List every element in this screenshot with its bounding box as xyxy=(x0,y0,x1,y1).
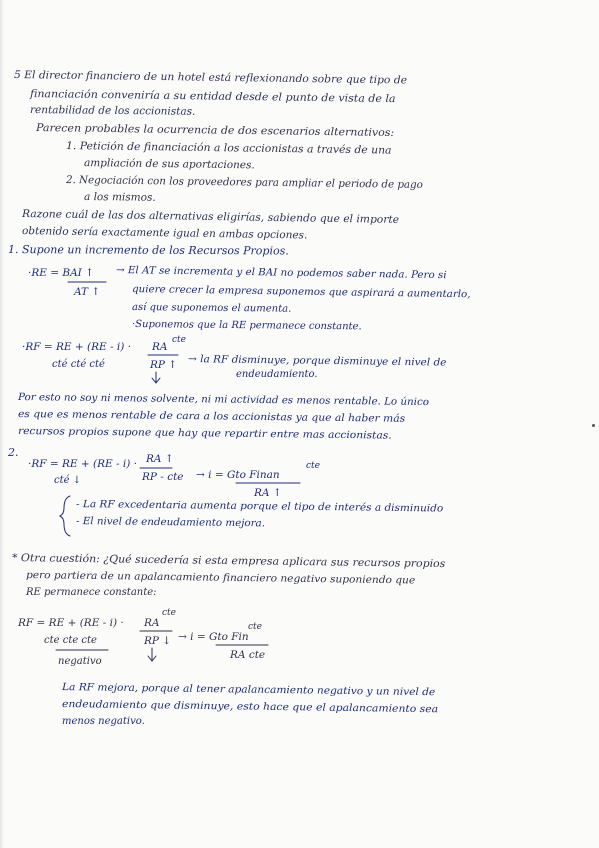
problem-statement-line-3: rentabilidad de los accionistas. xyxy=(29,104,196,118)
answer-1-paragraph-line-1: Por esto no soy ni menos solvente, ni mi actividad es menos rentable. Lo único xyxy=(17,392,430,409)
answer-2-brace xyxy=(60,496,70,536)
problem-question-line-1: Razone cuál de las dos alternativas eligirías, sabiendo que el importe xyxy=(21,208,400,226)
other-answer-line-1: La RF mejora, porque al tener apalancamiento negativo y un nivel de xyxy=(61,682,436,699)
problem-statement-line-2: financiación conveniría a su entidad desde el punto de vista de la xyxy=(29,88,396,106)
interest-formula-2-cte: cte xyxy=(306,461,320,471)
margin-dot xyxy=(592,424,595,427)
rf-formula-1-ra: RA xyxy=(152,341,168,353)
rf3-down-arrowhead xyxy=(148,656,156,661)
rf-formula-3-ra: RA xyxy=(144,617,160,629)
rf-formula-2-subscripts: cté ↓ xyxy=(54,475,82,486)
answer-2-heading: 2. xyxy=(8,446,19,459)
alternative-1-line-1: 1. Petición de financiación a los accionistas a través de una xyxy=(65,140,392,157)
other-question-line-3: RE permanece constante: xyxy=(26,587,157,598)
rf-formula-1-ra-cte: cte xyxy=(172,335,186,345)
other-answer-line-2: endeudamiento que disminuye, esto hace que el apalancamiento sea xyxy=(61,699,439,716)
rf-formula-2-rp: RP - cte xyxy=(142,471,184,483)
re-constant-note: ·Suponemos que la RE permanece constante. xyxy=(131,319,362,333)
rf-formula-2: ·RF = RE + (RE - i) · xyxy=(28,458,138,470)
re-formula-explanation-1: → El AT se incrementa y el BAI no podemos saber nada. Pero si xyxy=(115,265,447,282)
interest-formula-2: → i = Gto Finan xyxy=(196,469,280,481)
answer-1-heading: 1. Supone un incremento de los Recursos Propios. xyxy=(7,243,289,258)
other-question-line-2: pero partiera de un apalancamiento financiero negativo suponiendo que xyxy=(25,570,416,587)
problem-statement-line-4: Parecen probables la ocurrencia de dos escenarios alternativos: xyxy=(35,122,395,140)
interest-formula-2-ra: RA ↑ xyxy=(254,487,282,499)
re-formula-denominator: AT ↑ xyxy=(74,286,101,298)
rf-formula-1: ·RF = RE + (RE - i) · xyxy=(22,341,132,353)
alternative-2-line-1: 2. Negociación con los proveedores para ampliar el periodo de pago xyxy=(65,174,423,191)
interest-formula-3: → i = Gto Fin xyxy=(178,631,249,643)
rf-formula-1-subscripts: cté cté cté xyxy=(52,359,105,370)
rf-formula-2-ra: RA ↑ xyxy=(146,453,174,465)
alternative-2-line-2: a los mismos. xyxy=(83,191,156,204)
problem-question-line-2: obtenido sería exactamente igual en ambas opciones. xyxy=(21,225,308,242)
rf-formula-3-rp: RP ↓ xyxy=(144,635,172,647)
rf-formula-1-conclusion-2: endeudamiento. xyxy=(236,369,318,380)
rf-formula-3-negative-label: negativo xyxy=(58,656,102,667)
rf1-down-arrowhead xyxy=(152,378,160,383)
rf-formula-1-rp: RP ↑ xyxy=(150,359,178,371)
re-formula-explanation-2: quiere crecer la empresa suponemos que aspirará a aumentarlo, xyxy=(131,284,471,301)
interest-formula-3-cte: cte xyxy=(248,622,262,632)
rf-formula-3: RF = RE + (RE - i) · xyxy=(18,617,124,629)
interest-formula-3-ra: RA cte xyxy=(230,649,266,661)
answer-1-paragraph-line-3: recursos propios supone que hay que repartir entre mas accionistas. xyxy=(17,426,392,442)
page-edge-shadow xyxy=(0,0,4,848)
rf-formula-1-conclusion-1: → la RF disminuye, porque disminuye el nivel de xyxy=(187,354,447,369)
re-formula-numerator: ·RE = BAI ↑ xyxy=(28,267,94,279)
problem-statement-line-1: 5 El director financiero de un hotel está reflexionando sobre que tipo de xyxy=(13,69,408,87)
alternative-1-line-2: ampliación de sus aportaciones. xyxy=(83,157,255,172)
rf-formula-3-subscripts: cte cte cte xyxy=(44,635,97,646)
answer-2-bullet-2: - El nivel de endeudamiento mejora. xyxy=(75,516,266,530)
rf-formula-3-ra-cte: cte xyxy=(162,608,176,618)
other-question-line-1: * Otra cuestión: ¿Qué sucedería si esta empresa aplicara sus recursos propios xyxy=(11,552,446,571)
re-formula-explanation-3: así que suponemos el aumenta. xyxy=(131,302,292,315)
answer-1-paragraph-line-2: es que es menos rentable de cara a los accionistas ya que al haber más xyxy=(17,409,406,425)
other-answer-line-3: menos negativo. xyxy=(62,716,145,727)
answer-2-bullet-1: - La RF excedentaria aumenta porque el tipo de interés a disminuido xyxy=(75,499,444,515)
